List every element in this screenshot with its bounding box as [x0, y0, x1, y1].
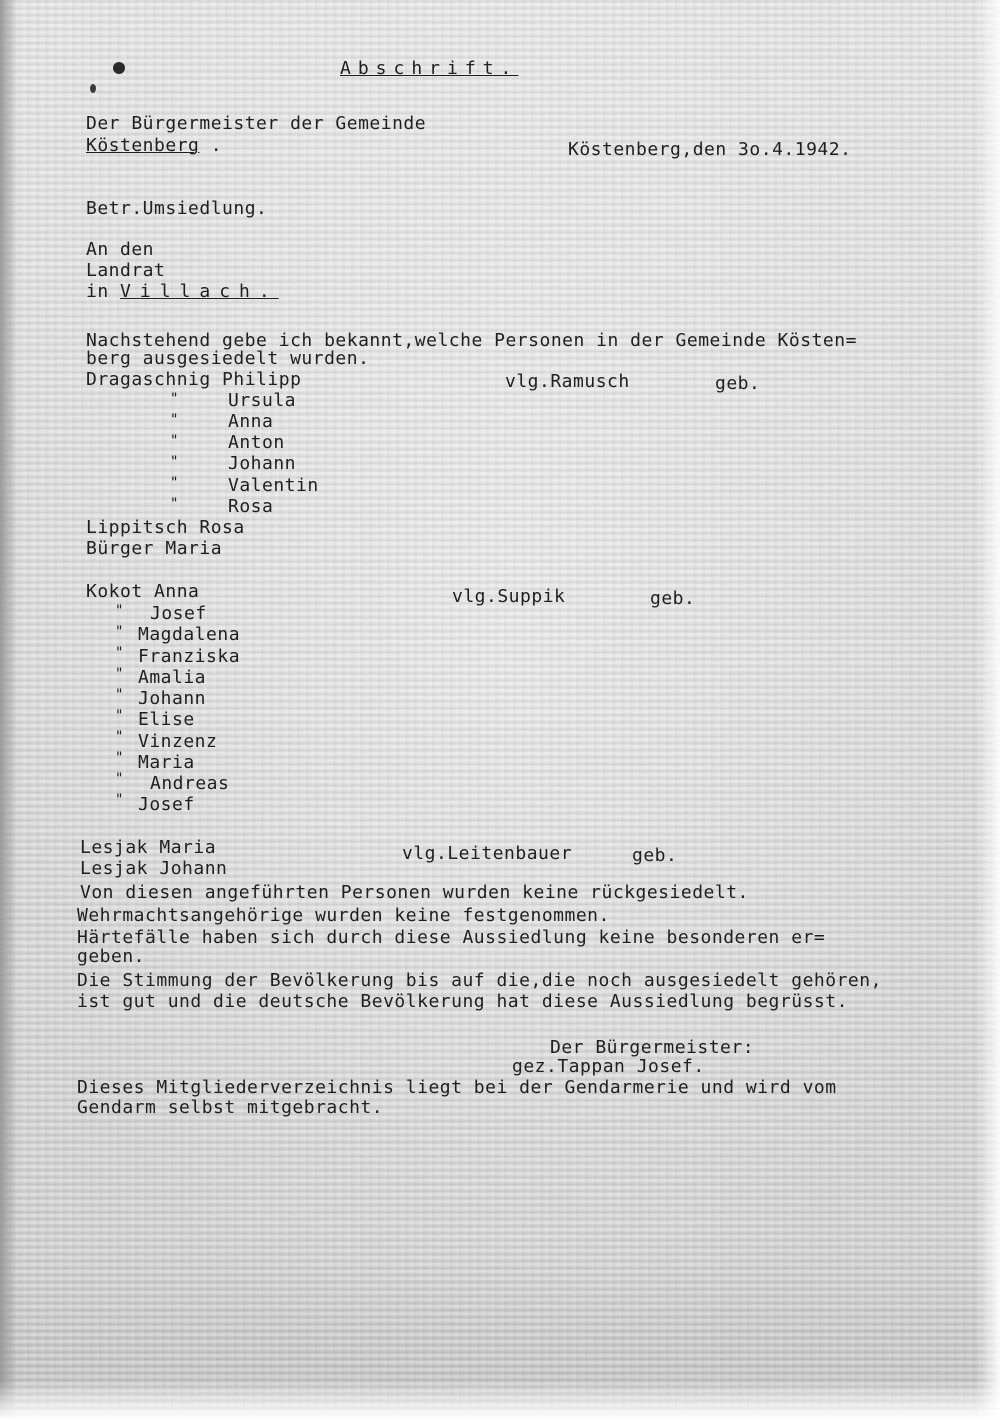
born-label: geb. [715, 373, 761, 394]
ditto-mark: " [115, 645, 124, 661]
ditto-mark: " [115, 771, 124, 787]
list-item: Johann [228, 453, 297, 474]
ditto-mark: " [115, 624, 124, 640]
list-item: Valentin [228, 475, 319, 496]
list-item: Bürger Maria [86, 538, 223, 559]
born-label: geb. [632, 845, 678, 866]
list-item: Amalia [138, 667, 207, 688]
signature-title: Der Bürgermeister: [550, 1037, 755, 1058]
addressee-line-1: An den [86, 239, 155, 260]
list-item: Maria [138, 752, 195, 773]
list-item: Johann [138, 688, 207, 709]
list-item: Franziska [138, 646, 241, 667]
scan-edge-bottom [0, 1380, 1000, 1420]
ditto-mark: " [170, 391, 179, 407]
sender-line-2 [86, 137, 222, 155]
ink-blot [90, 84, 96, 93]
addressee-line-2: Landrat [86, 260, 166, 281]
list-item: Elise [138, 709, 195, 730]
body-line-2: Wehrmachtsangehörige wurden keine festgenommen. [77, 905, 610, 926]
list-item: Rosa [228, 496, 274, 517]
ditto-mark: " [170, 475, 179, 491]
addressee-city: Villach. [120, 281, 279, 302]
vulgo-name: vlg.Suppik [452, 586, 566, 607]
body-line-3: Härtefälle haben sich durch diese Aussiedlung keine besonderen er= [77, 927, 826, 948]
scan-shadow-left [0, 0, 18, 1420]
list-item: Lesjak Johann [80, 858, 228, 879]
ditto-mark: " [170, 433, 179, 449]
list-item: Ursula [228, 390, 297, 411]
body-line-4: geben. [77, 946, 146, 967]
body-line-6: ist gut und die deutsche Bevölkerung hat diese Aussiedlung begrüsst. [77, 991, 848, 1012]
ditto-mark: " [115, 708, 124, 724]
ditto-mark: " [115, 792, 124, 808]
list-item: Josef [150, 603, 207, 624]
ditto-mark: " [170, 496, 179, 512]
ditto-mark: " [115, 687, 124, 703]
list-item: Andreas [150, 773, 230, 794]
list-item: Vinzenz [138, 731, 218, 752]
vulgo-name: vlg.Ramusch [505, 371, 630, 392]
list-item: Anton [228, 432, 285, 453]
document-title: Abschrift. [340, 58, 519, 79]
list-item: Kokot Anna [86, 581, 200, 602]
ditto-mark: " [115, 750, 124, 766]
list-item: Lippitsch Rosa [86, 517, 245, 538]
list-item: Magdalena [138, 624, 241, 645]
vulgo-name: vlg.Leitenbauer [402, 843, 573, 864]
intro-line-2: berg ausgesiedelt wurden. [86, 348, 370, 369]
list-item: Josef [138, 794, 195, 815]
ink-blot [113, 62, 125, 74]
signature-name: gez.Tappan Josef. [512, 1056, 705, 1077]
sender-line-2-tail: . [199, 135, 223, 156]
addressee-line-3 [86, 283, 279, 301]
addressee-prefix: in [86, 281, 121, 302]
born-label: geb. [650, 588, 696, 609]
ditto-mark: " [170, 412, 179, 428]
body-line-1: Von diesen angeführten Personen wurden keine rückgesiedelt. [80, 882, 749, 903]
ditto-mark: " [115, 666, 124, 682]
footer-line-2: Gendarm selbst mitgebracht. [77, 1097, 384, 1118]
list-item: Lesjak Maria [80, 837, 217, 858]
ditto-mark: " [115, 729, 124, 745]
sender-municipality: Köstenberg [86, 135, 200, 156]
ditto-mark: " [170, 454, 179, 470]
body-line-5: Die Stimmung der Bevölkerung bis auf die,die noch ausgesiedelt gehören, [77, 970, 882, 991]
ditto-mark: " [115, 603, 124, 619]
footer-line-1: Dieses Mitgliederverzeichnis liegt bei der Gendarmerie und wird vom [77, 1077, 837, 1098]
list-item: Dragaschnig Philipp [86, 369, 302, 390]
scan-edge-right [976, 0, 1000, 1420]
place-date: Köstenberg,den 3o.4.1942. [568, 139, 852, 160]
intro-line-1: Nachstehend gebe ich bekannt,welche Personen in der Gemeinde Kösten= [86, 330, 857, 351]
list-item: Anna [228, 411, 274, 432]
sender-line-1: Der Bürgermeister der Gemeinde [86, 113, 427, 134]
subject-line: Betr.Umsiedlung. [86, 198, 268, 219]
